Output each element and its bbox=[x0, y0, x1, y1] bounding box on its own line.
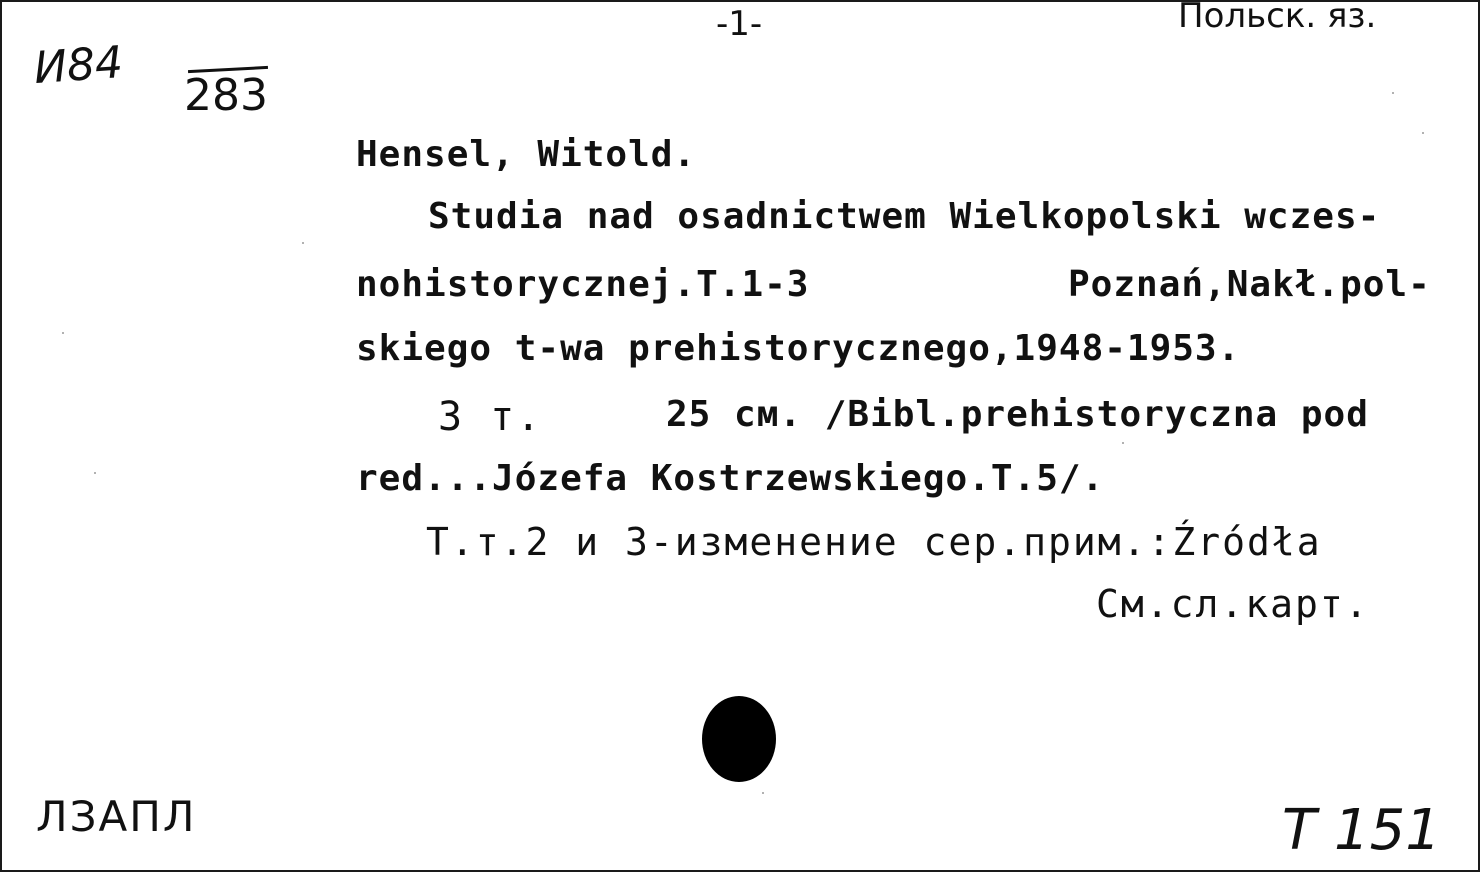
language-note: Польск. яз. bbox=[1178, 0, 1377, 36]
shelf-mark-bottom: 283 bbox=[184, 70, 268, 121]
scan-speck bbox=[1422, 132, 1424, 134]
punch-hole bbox=[702, 696, 776, 782]
imprint-line-1: Poznań,Nakł.pol- bbox=[1068, 264, 1431, 305]
scan-speck bbox=[1392, 92, 1394, 94]
scan-speck bbox=[762, 792, 764, 794]
series-line-2: red...Józefa Kostrzewskiego.T.5/. bbox=[356, 458, 1105, 499]
scan-speck bbox=[62, 332, 64, 334]
volume-count: 3 т. bbox=[438, 394, 543, 440]
scan-speck bbox=[94, 472, 96, 474]
bottom-right-code: Т 151 bbox=[1282, 798, 1441, 863]
author-line: Hensel, Witold. bbox=[356, 134, 697, 175]
title-line-1: Studia nad osadnictwem Wielkopolski wczes- bbox=[428, 196, 1381, 237]
page-marker: -1- bbox=[716, 4, 763, 44]
imprint-line-2: skiego t-wa prehistorycznego,1948-1953. bbox=[356, 328, 1241, 369]
scan-speck bbox=[1122, 442, 1124, 444]
see-next-card: См.сл.карт. bbox=[1096, 582, 1370, 626]
scan-speck bbox=[302, 242, 304, 244]
series-note-line: Т.т.2 и 3-изменение сер.прим.:Źródła bbox=[426, 520, 1322, 564]
bottom-left-code: ЛЗАПЛ bbox=[36, 792, 197, 841]
size-series-line-1: 25 см. /Bibl.prehistoryczna pod bbox=[666, 394, 1369, 435]
title-line-2: nohistorycznej.T.1-3 bbox=[356, 264, 810, 305]
shelf-mark-top: И84 bbox=[32, 36, 125, 95]
